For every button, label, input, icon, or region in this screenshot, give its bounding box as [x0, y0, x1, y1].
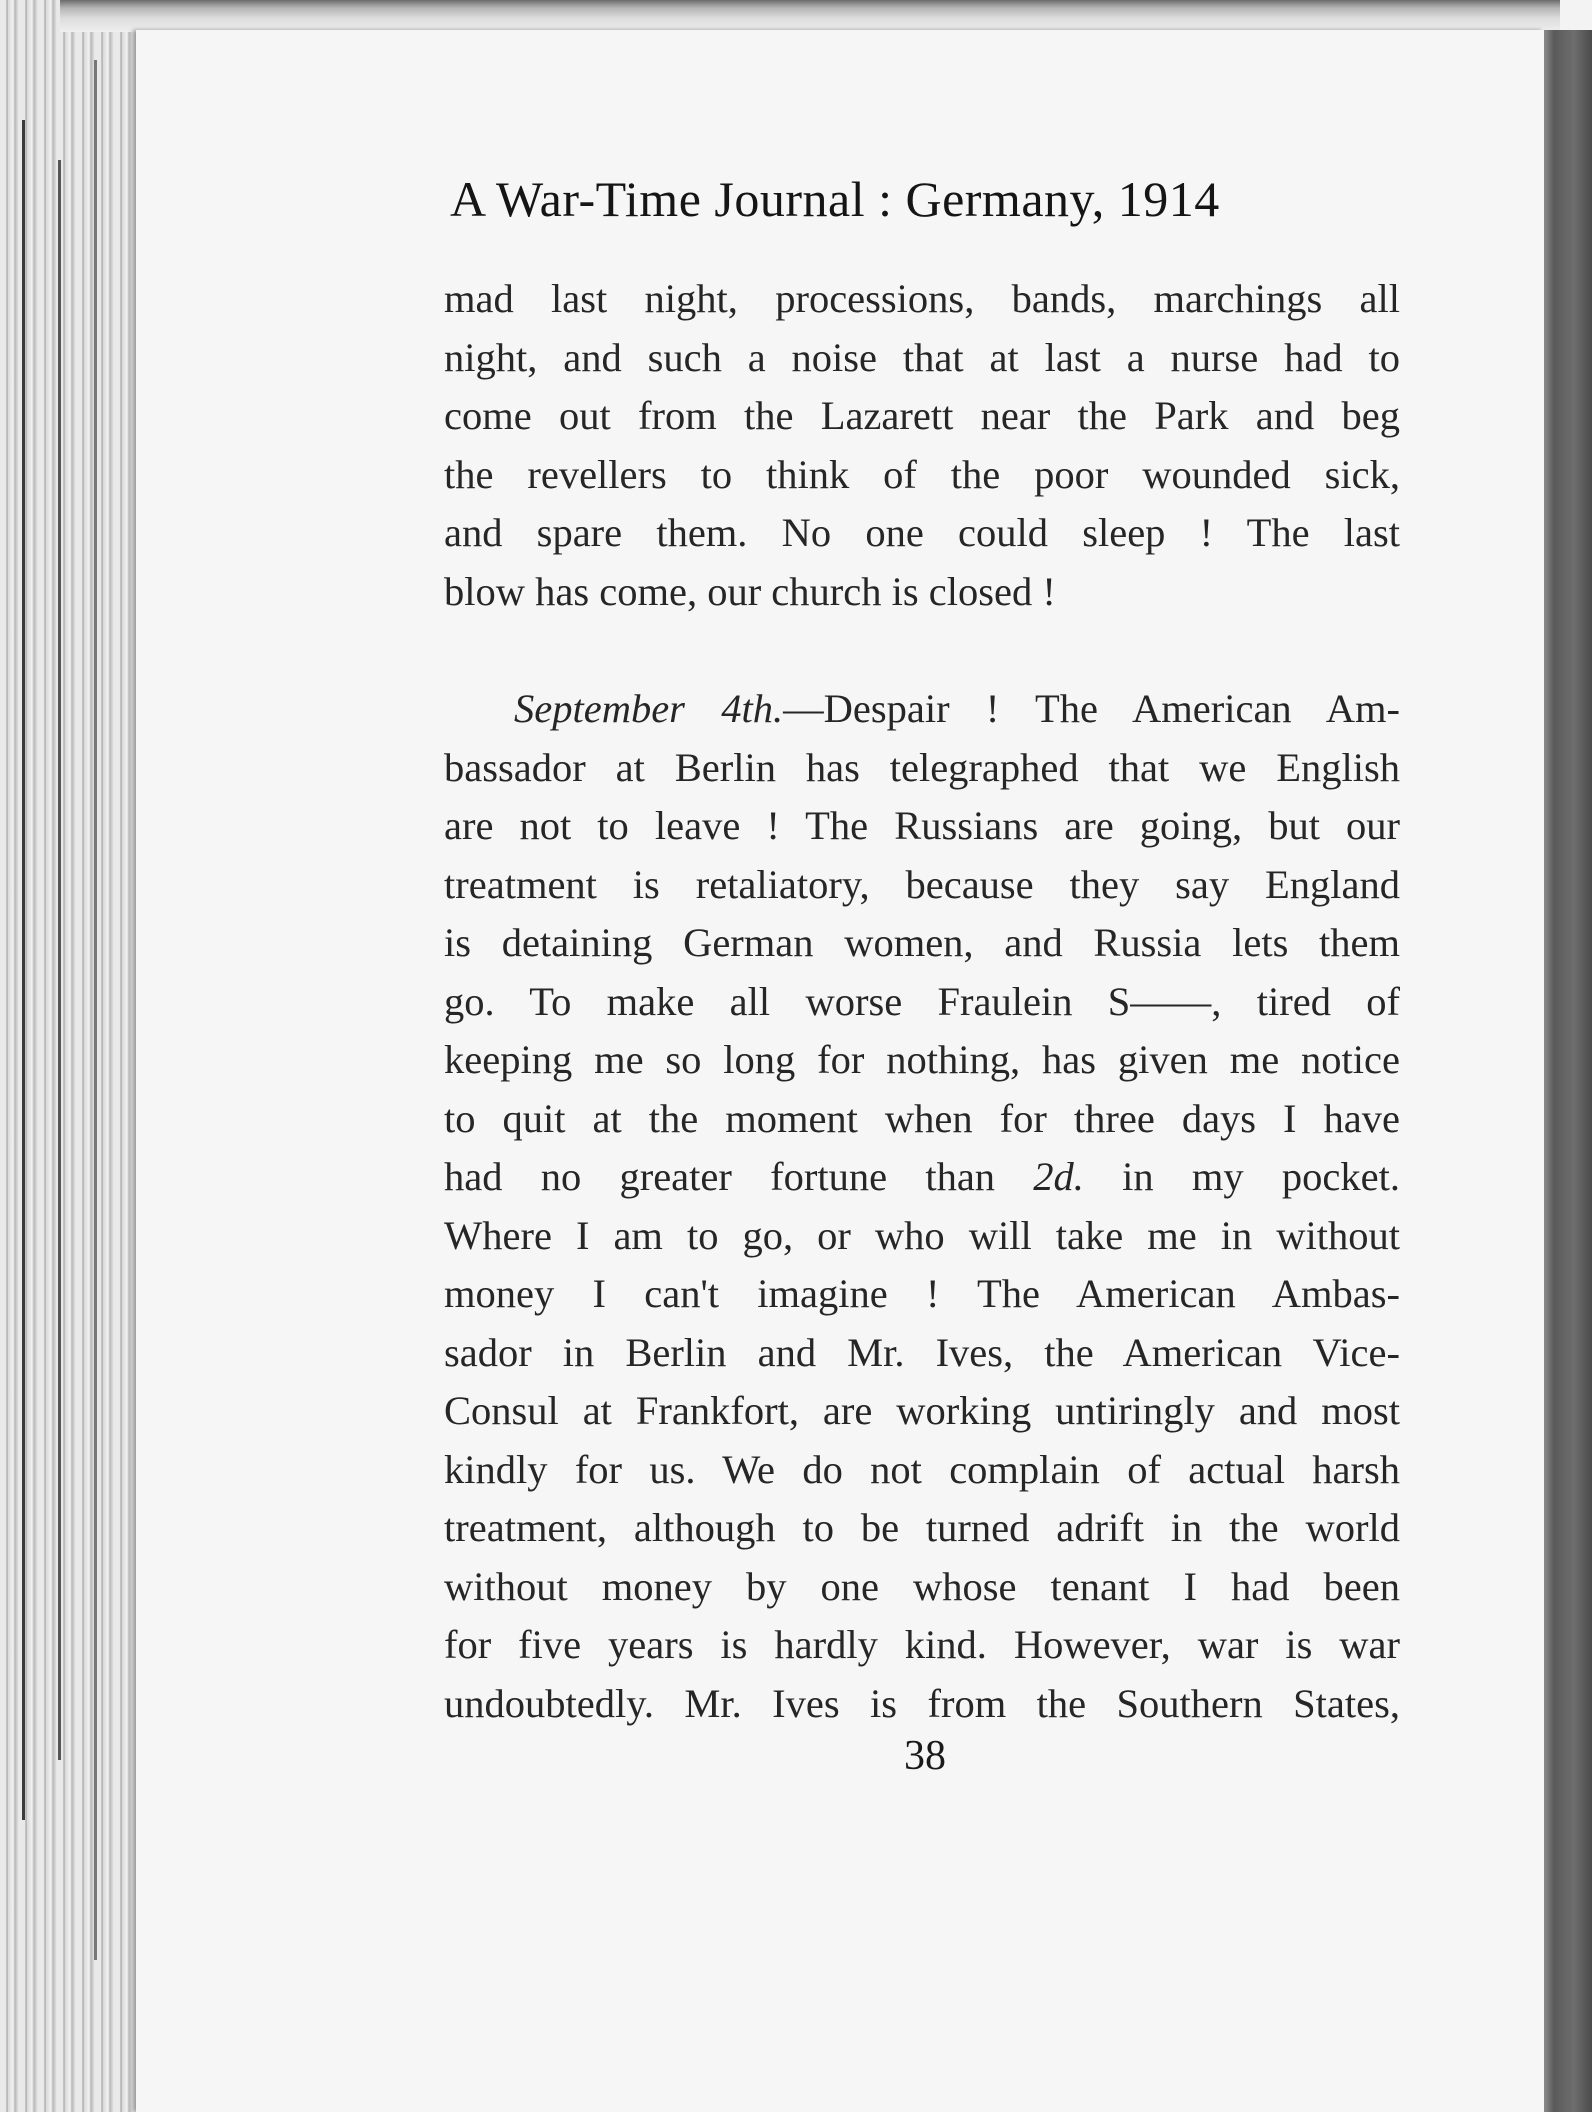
text-line: to quit at the moment when for three days I have [444, 1095, 1400, 1141]
journal-entry-september-4 [444, 680, 1400, 1733]
text-line: kindly for us. We do not complain of actual harsh [444, 1446, 1400, 1492]
text-line: treatment is retaliatory, because they say England [444, 861, 1400, 907]
page-edge-line [58, 160, 61, 1760]
text-line: bassador at Berlin has telegraphed that we English [444, 744, 1400, 790]
entry-date: September 4th. [514, 686, 784, 731]
text-line: blow has come, our church is closed ! [444, 568, 1056, 614]
page-stack-edges [0, 0, 150, 2112]
text-line: Where I am to go, or who will take me in without [444, 1212, 1400, 1258]
text-line: night, and such a noise that at last a nurse had to [444, 334, 1400, 380]
top-page-edge [60, 0, 1560, 32]
right-book-gutter [1544, 30, 1592, 2112]
text-line-money [444, 1148, 1400, 1207]
text-line: money I can't imagine ! The American Ambas- [444, 1271, 1400, 1316]
text-line: and spare them. No one could sleep ! The last [444, 510, 1400, 555]
text-line: go. To make all worse Fraulein S——, tired of [444, 978, 1400, 1024]
page-number: 38 [904, 1733, 946, 1779]
text-line: is detaining German women, and Russia lets them [444, 920, 1400, 965]
paragraph-continued [444, 270, 1400, 621]
text-line: without money by one whose tenant I had been [444, 1563, 1400, 1609]
text-line-part: had no greater fortune than [444, 1154, 1034, 1199]
text-line-part: in my pocket. [1083, 1154, 1400, 1199]
page-edge-line [22, 120, 25, 1820]
entry-first-line [444, 680, 1400, 739]
running-head: A War-Time Journal : Germany, 1914 [450, 171, 1220, 227]
entry-first-line-text: —Despair ! The American Am- [783, 686, 1400, 731]
text-line: mad last night, processions, bands, marchings all [444, 276, 1400, 321]
text-line: sador in Berlin and Mr. Ives, the American Vice- [444, 1329, 1400, 1375]
text-line: for five years is hardly kind. However, war is war [444, 1622, 1400, 1667]
text-line: undoubtedly. Mr. Ives is from the Southern States, [444, 1680, 1400, 1726]
page-edge-line [94, 60, 97, 1960]
text-line: the revellers to think of the poor wounded sick, [444, 451, 1400, 497]
text-line: are not to leave ! The Russians are going, but our [444, 803, 1400, 848]
text-line: treatment, although to be turned adrift in the world [444, 1505, 1400, 1550]
text-line: come out from the Lazarett near the Park and beg [444, 393, 1400, 438]
text-line: Consul at Frankfort, are working untiringly and most [444, 1388, 1400, 1433]
money-amount: 2d. [1033, 1154, 1084, 1199]
text-line: keeping me so long for nothing, has given me notice [444, 1037, 1400, 1082]
